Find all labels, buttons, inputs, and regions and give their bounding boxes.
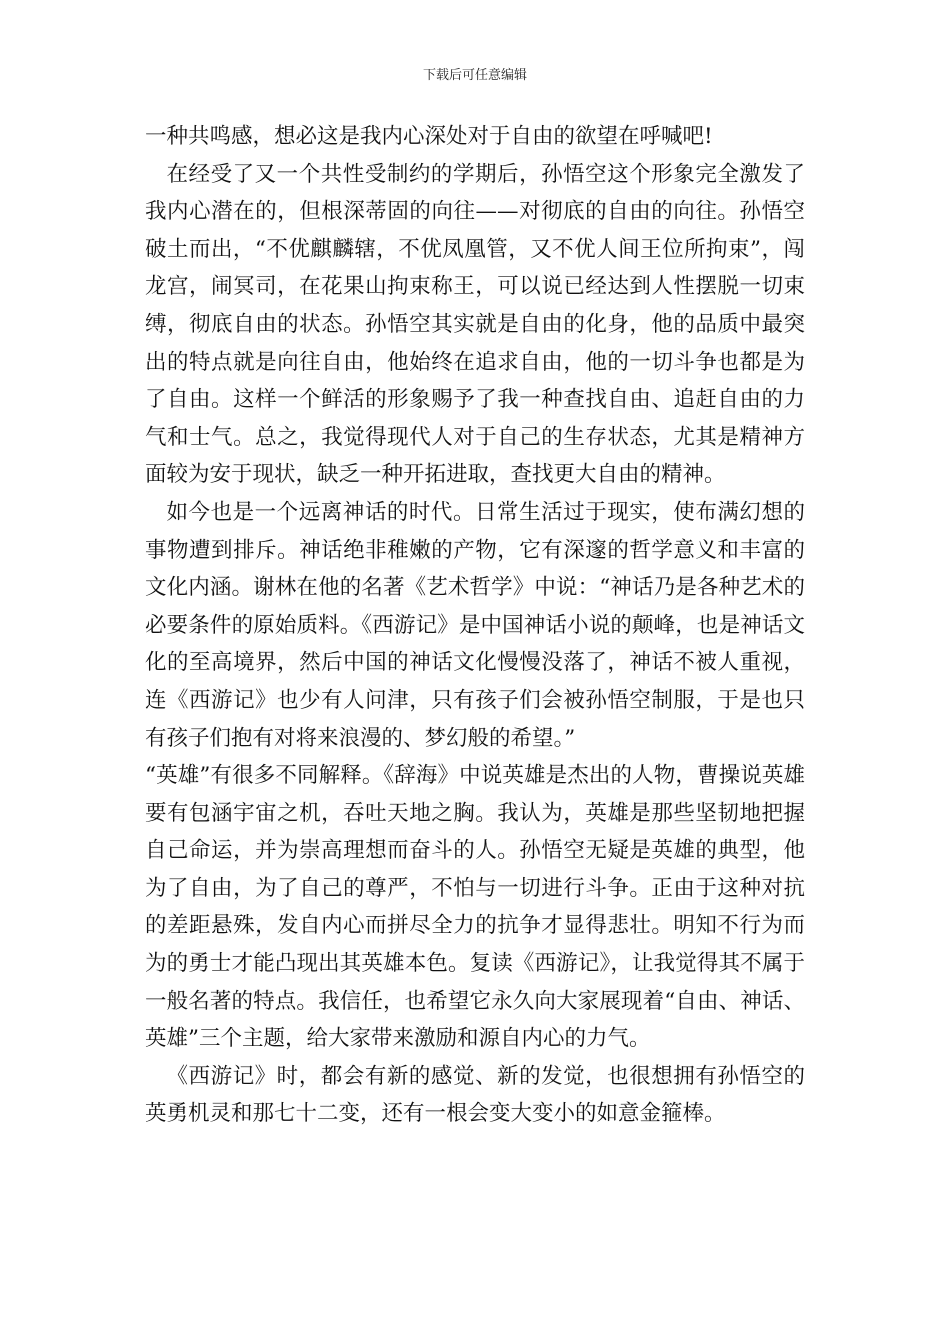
paragraph-continuation: 一种共鸣感，想必这是我内心深处对于自由的欲望在呼喊吧! [145,124,713,149]
paragraph-freedom: 在经受了又一个共性受制约的学期后，孙悟空这个形象完全激发了我内心潜在的，但根深蒂固的向往——对彻底的自由的向往。孙悟空破土而出，“不优麒麟辖，不优凤凰管，又不优人间王位所拘束”，闯龙宫，闹冥司，在花果山拘束称王，可以说已经达到人性摆脱一切束缚，彻底自由的状态。孙悟空其实就是自由的化身，他的品质中最突出的特点就是向往自由，他始终在追求自由，他的一切斗争也都是为了自由。这样一个鲜活的形象赐予了我一种查找自由、追赶自由的力气和士气。总之，我觉得现代人对于自己的生存状态，尤其是精神方面较为安于现状，缺乏一种开拓进取，查找更大自由的精神。 [145,161,805,488]
page-header: 下载后可任意编辑 [422,68,527,83]
paragraph-closing: 《西游记》时，都会有新的感觉、新的发觉，也很想拥有孙悟空的英勇机灵和那七十二变，还有一根会变大变小的如意金箍棒。 [145,1063,805,1127]
paragraph-mythology: 如今也是一个远离神话的时代。日常生活过于现实，使布满幻想的事物遭到排斥。神话绝非稚嫩的产物，它有深邃的哲学意义和丰富的文化内涵。谢林在他的名著《艺术哲学》中说：“神话乃是各种艺术的必要条件的原始质料。《西游记》是中国神话小说的颠峰，也是神话文化的至高境界，然后中国的神话文化慢慢没落了，神话不被人重视，连《西游记》也少有人问津，只有孩子们会被孙悟空制服，于是也只有孩子们抱有对将来浪漫的、梦幻般的希望。” [145,499,805,751]
document-body [145,118,805,1133]
paragraph-hero: “英雄”有很多不同解释。《辞海》中说英雄是杰出的人物，曹操说英雄要有包涵宇宙之机，吞吐天地之胸。我认为，英雄是那些坚韧地把握自己命运，并为崇高理想而奋斗的人。孙悟空无疑是英雄的典型，他为了自由，为了自己的尊严，不怕与一切进行斗争。正由于这种对抗的差距悬殊，发自内心而拼尽全力的抗争才显得悲壮。明知不行为而为的勇士才能凸现出其英雄本色。复读《西游记》，让我觉得其不属于一般名著的特点。我信任，也希望它永久向大家展现着“自由、神话、英雄”三个主题，给大家带来激励和源自内心的力气。 [145,763,805,1052]
